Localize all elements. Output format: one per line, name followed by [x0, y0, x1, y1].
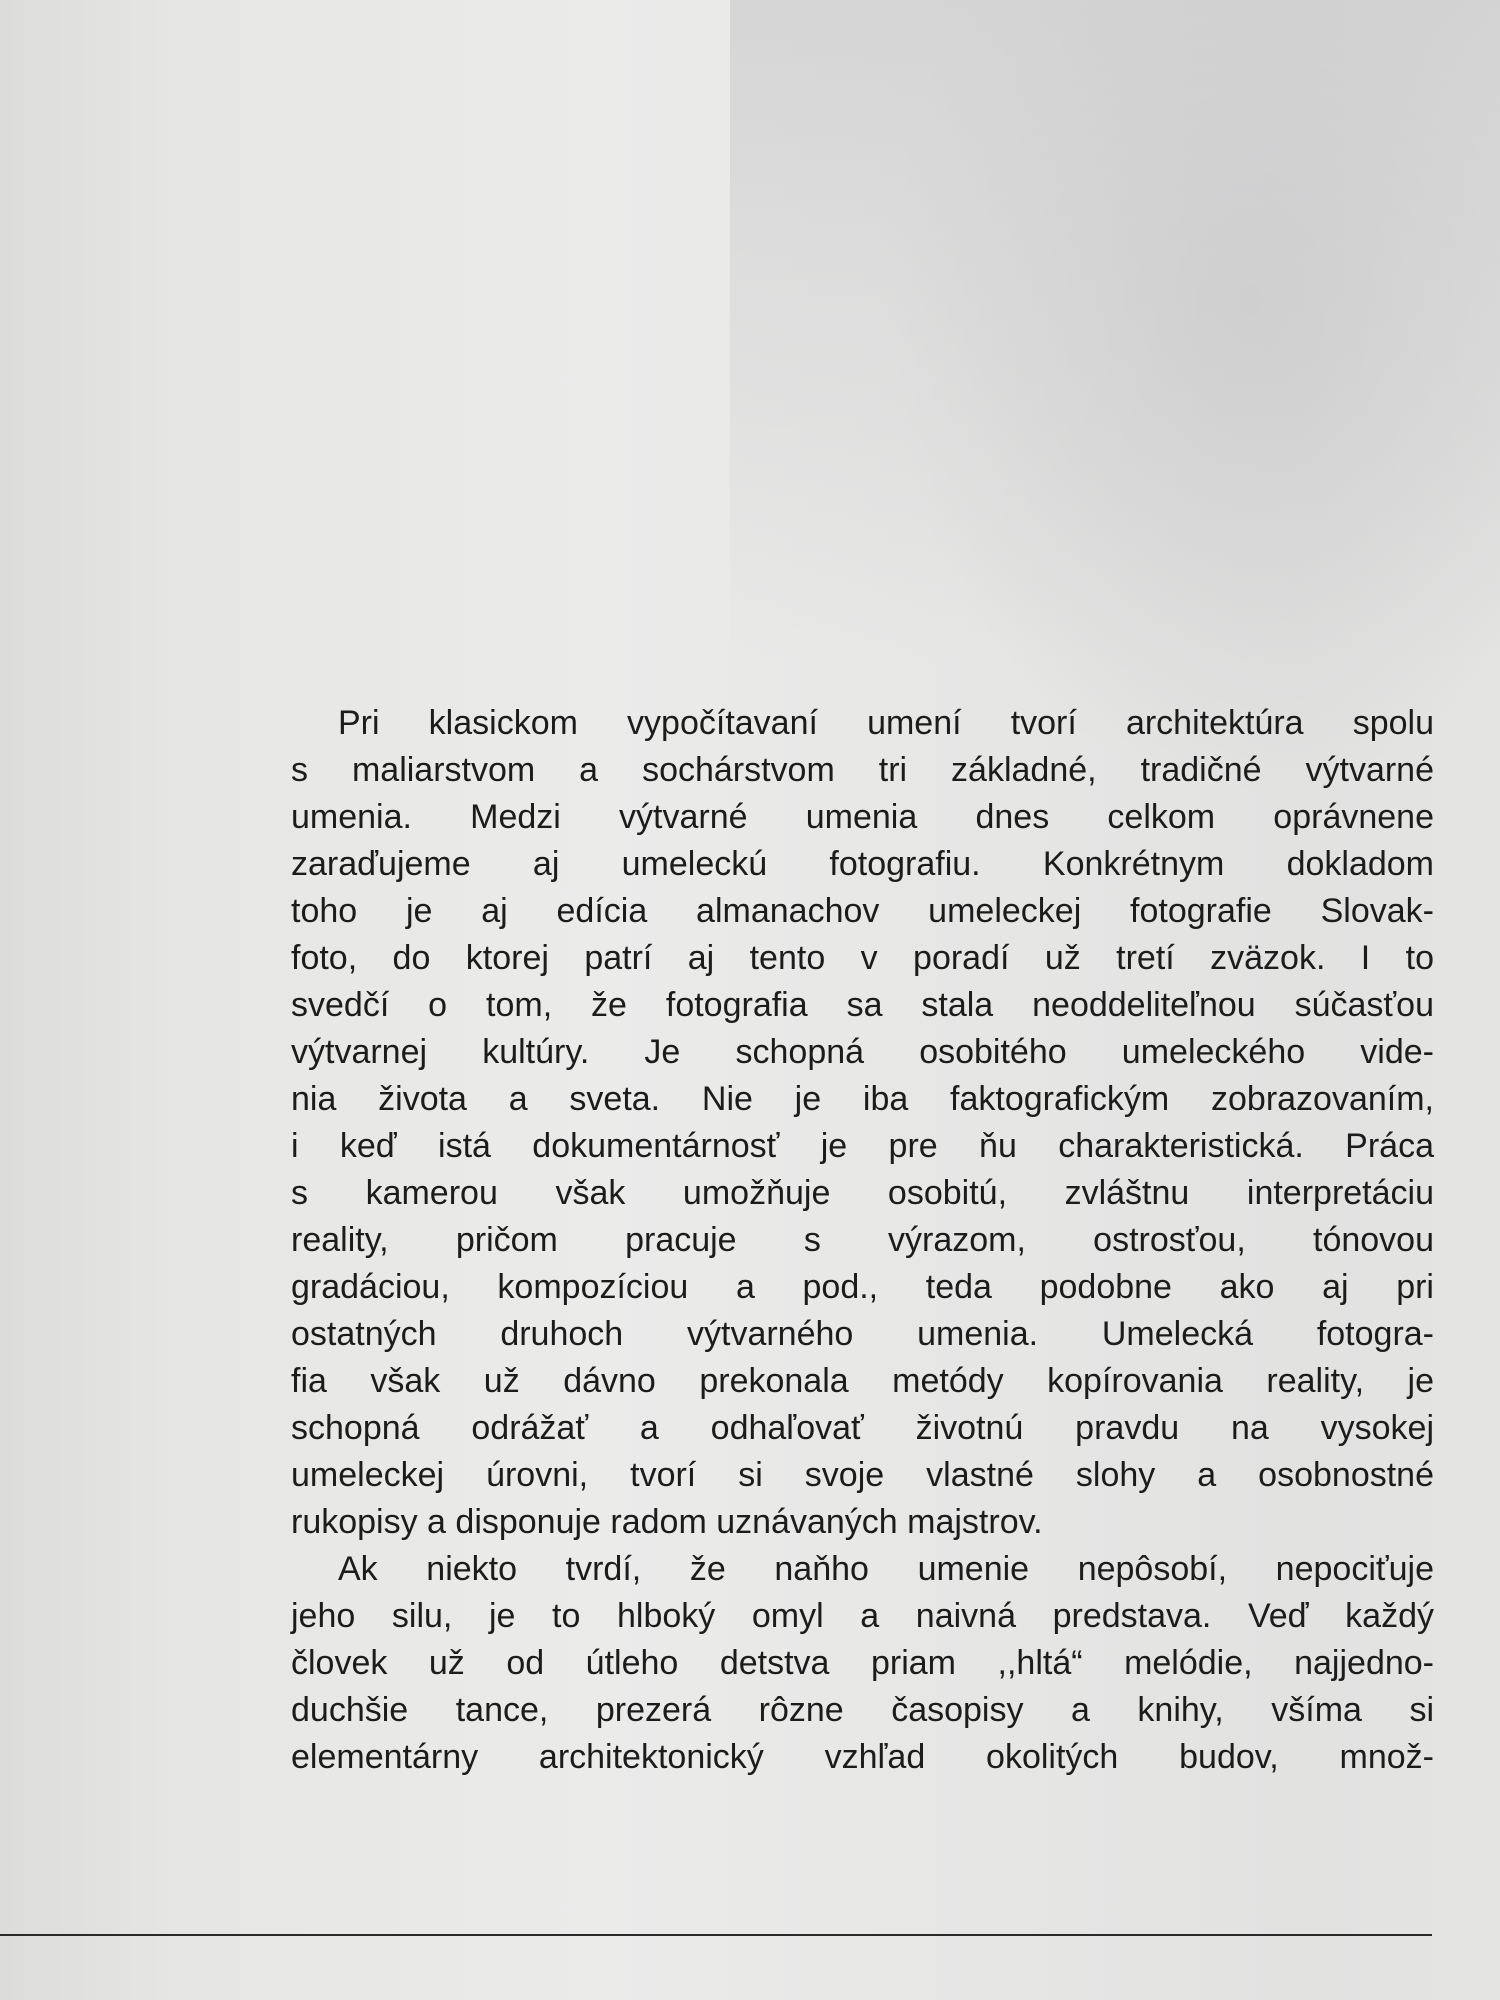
- text-line: foto, do ktorej patrí aj tento v poradí už tretí zväzok. I to: [291, 939, 1434, 977]
- paragraph: [291, 700, 1434, 1546]
- text-line: elementárny architektonický vzhľad okolitých budov, množ-: [291, 1738, 1434, 1776]
- text-line: s maliarstvom a sochárstvom tri základné, tradičné výtvarné: [291, 751, 1434, 789]
- text-line: rukopisy a disponuje radom uznávaných majstrov.: [291, 1503, 1043, 1541]
- text-line: fia však už dávno prekonala metódy kopírovania reality, je: [291, 1362, 1434, 1400]
- text-line: duchšie tance, prezerá rôzne časopisy a knihy, všíma si: [291, 1691, 1434, 1729]
- text-line: nia života a sveta. Nie je iba faktografickým zobrazovaním,: [291, 1080, 1434, 1118]
- text-line: reality, pričom pracuje s výrazom, ostrosťou, tónovou: [291, 1221, 1434, 1259]
- text-line: ostatných druhoch výtvarného umenia. Umelecká fotogra-: [291, 1315, 1434, 1353]
- text-line: toho je aj edícia almanachov umeleckej fotografie Slovak-: [291, 892, 1434, 930]
- body-text: [291, 700, 1434, 1781]
- text-line: schopná odrážať a odhaľovať životnú pravdu na vysokej: [291, 1409, 1434, 1447]
- text-line: jeho silu, je to hlboký omyl a naivná predstava. Veď každý: [291, 1597, 1434, 1635]
- text-line: gradáciou, kompozíciou a pod., teda podobne ako aj pri: [291, 1268, 1434, 1306]
- text-line: s kamerou však umožňuje osobitú, zvláštnu interpretáciu: [291, 1174, 1434, 1212]
- text-line: Ak niekto tvrdí, že naňho umenie nepôsobí, nepociťuje: [338, 1550, 1434, 1588]
- text-line: i keď istá dokumentárnosť je pre ňu charakteristická. Práca: [291, 1127, 1434, 1165]
- text-line: Pri klasickom vypočítavaní umení tvorí architektúra spolu: [338, 704, 1434, 742]
- text-line: umenia. Medzi výtvarné umenia dnes celkom oprávnene: [291, 798, 1434, 836]
- photo-shadow: [730, 0, 1500, 660]
- text-line: výtvarnej kultúry. Je schopná osobitého umeleckého vide-: [291, 1033, 1434, 1071]
- text-line: umeleckej úrovni, tvorí si svoje vlastné slohy a osobnostné: [291, 1456, 1434, 1494]
- text-line: svedčí o tom, že fotografia sa stala neoddeliteľnou súčasťou: [291, 986, 1434, 1024]
- paragraph: [291, 1546, 1434, 1781]
- text-line: človek už od útleho detstva priam ,,hltá“ melódie, najjedno-: [291, 1644, 1434, 1682]
- text-line: zaraďujeme aj umeleckú fotografiu. Konkrétnym dokladom: [291, 845, 1434, 883]
- footer-rule: [0, 1934, 1432, 1936]
